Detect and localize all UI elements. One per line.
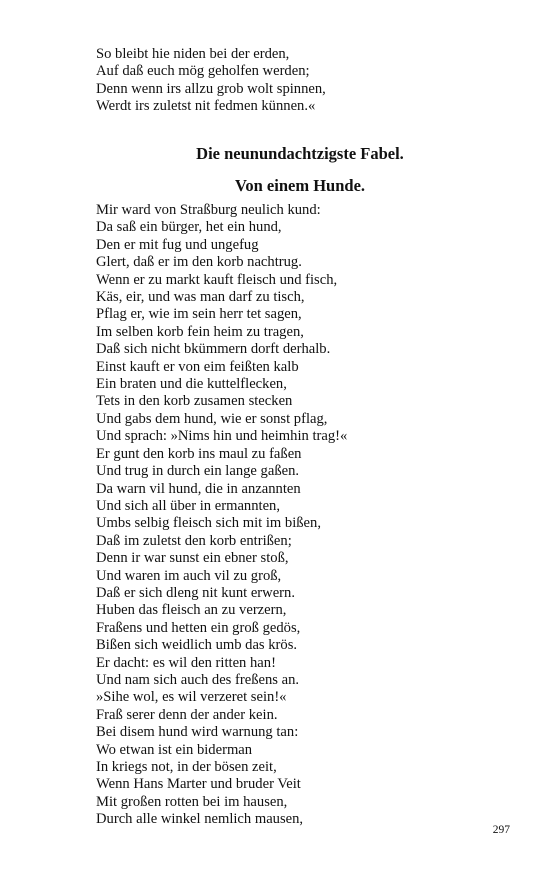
verse-line: Umbs selbig fleisch sich mit im bißen,	[96, 515, 321, 532]
verse-line: Ein braten und die kuttelflecken,	[96, 376, 287, 393]
verse-line: Wo etwan ist ein biderman	[96, 741, 253, 758]
verse-line: Da warn vil hund, die in anzannten	[96, 480, 301, 497]
verse-line: Bißen sich weidlich umb das krös.	[96, 637, 298, 654]
verse-line: »Sihe wol, es wil verzeret sein!«	[96, 689, 287, 706]
verse-line: In kriegs not, in der bösen zeit,	[96, 759, 277, 775]
verse-line: Tets in den korb zusamen stecken	[96, 393, 293, 410]
verse-line: So bleibt hie niden bei der erden,	[96, 46, 290, 62]
verse-line: Und gabs dem hund, wie er sonst pflag,	[96, 410, 328, 427]
verse-line: Und sich all über in ermannten,	[96, 497, 280, 514]
verse-line: Pflag er, wie im sein herr tet sagen,	[96, 306, 302, 323]
verse-line: Glert, daß er im den korb nachtrug.	[96, 254, 302, 271]
verse-line: Denn wenn irs allzu grob wolt spinnen,	[96, 80, 326, 97]
poem-body	[96, 202, 516, 829]
verse-line: Daß er sich dleng nit kunt erwern.	[96, 584, 295, 601]
verse-line: Fraß serer denn der ander kein.	[96, 706, 278, 723]
verse-line: Und sprach: »Nims hin und heimhin trag!«	[96, 428, 348, 445]
verse-line: Daß sich nicht bkümmern dorft derhalb.	[96, 341, 331, 358]
verse-line: Und trug in durch ein lange gaßen.	[96, 463, 300, 480]
verse-line: Wenn er zu markt kauft fleisch und fisch,	[96, 271, 338, 288]
fable-subtitle: Von einem Hunde.	[234, 176, 366, 195]
verse-line: Er gunt den korb ins maul zu faßen	[96, 445, 302, 462]
verse-line: Da saß ein bürger, het ein hund,	[96, 219, 282, 236]
verse-line: Und waren im auch vil zu groß,	[96, 567, 282, 584]
verse-line: Und nam sich auch des freßens an.	[96, 671, 300, 688]
verse-line: Wenn Hans Marter und bruder Veit	[96, 776, 301, 793]
opening-stanza	[96, 46, 516, 116]
verse-line: Fraßens und hetten ein groß gedös,	[96, 619, 301, 636]
verse-line: Mit großen rotten bei im hausen,	[96, 793, 288, 810]
verse-line: Den er mit fug und ungefug	[96, 236, 259, 253]
fable-title: Die neunundachtzigste Fabel.	[196, 144, 404, 163]
verse-line: Einst kauft er von eim feißten kalb	[96, 358, 299, 375]
verse-line: Durch alle winkel nemlich mausen,	[96, 811, 304, 828]
verse-line: Er dacht: es wil den ritten han!	[96, 654, 276, 671]
verse-line: Auf daß euch mög geholfen werden;	[96, 63, 310, 80]
verse-line: Denn ir war sunst ein ebner stoß,	[96, 550, 289, 567]
verse-line: Im selben korb fein heim zu tragen,	[96, 323, 304, 340]
verse-line: Werdt irs zuletst nit fedmen künnen.«	[96, 98, 316, 115]
verse-line: Mir ward von Straßburg neulich kund:	[96, 202, 321, 218]
page-number: 297	[492, 824, 510, 836]
verse-line: Käs, eir, und was man darf zu tisch,	[96, 289, 305, 306]
verse-line: Bei disem hund wird warnung tan:	[96, 724, 299, 741]
verse-line: Huben das fleisch an zu verzern,	[96, 602, 287, 619]
verse-line: Daß im zuletst den korb entrißen;	[96, 532, 292, 549]
